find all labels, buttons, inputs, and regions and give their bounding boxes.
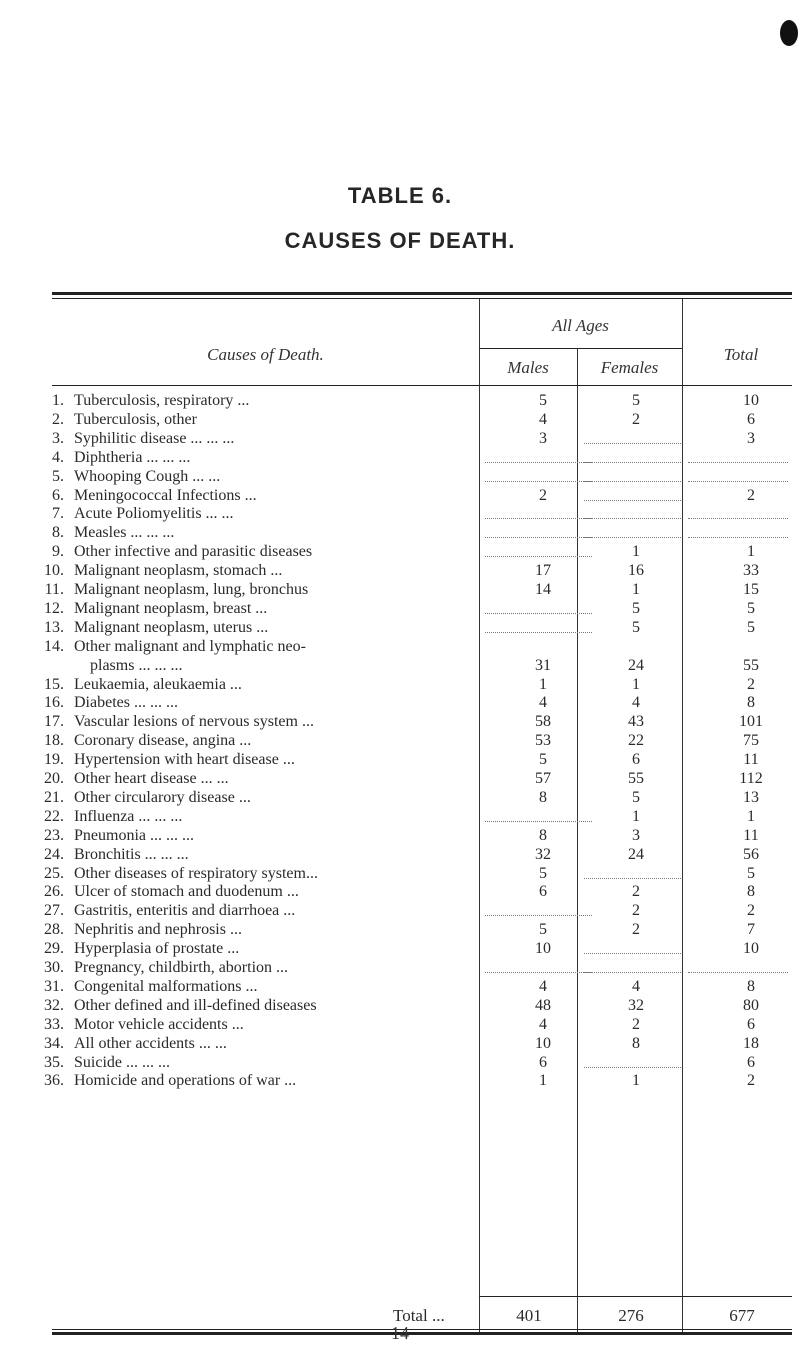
row-number: 19. (44, 751, 64, 769)
females-value: 4 (632, 977, 640, 995)
table-row (0, 1016, 800, 1035)
table-row (0, 827, 800, 846)
row-number: 22. (44, 807, 64, 825)
table-row (0, 657, 800, 676)
cause-label: Other defined and ill-defined diseases (74, 996, 317, 1014)
cause-label: Malignant neoplasm, stomach ... (74, 562, 283, 580)
total-value: 55 (743, 656, 759, 674)
males-value: 53 (535, 732, 551, 750)
cause-label: Whooping Cough ... ... (74, 467, 221, 485)
row-number: 26. (44, 883, 64, 901)
females-value: 32 (628, 996, 644, 1014)
cause-label: Vascular lesions of nervous system ... (74, 713, 314, 731)
total-value: 8 (747, 694, 755, 712)
table-row (0, 392, 800, 411)
cause-label: Other malignant and lymphatic neo- (74, 637, 306, 655)
row-number: 24. (44, 845, 64, 863)
males-value: 6 (539, 1053, 547, 1071)
total-females: 276 (618, 1306, 644, 1325)
cause-label: Syphilitic disease ... ... ... (74, 429, 235, 447)
total-value: 5 (747, 599, 755, 617)
total-value: 13 (743, 788, 759, 806)
top-rule-thin (52, 298, 792, 299)
table-row (0, 1072, 800, 1091)
row-number: 12. (44, 599, 64, 617)
total-value: 1 (747, 543, 755, 561)
males-value: 57 (535, 770, 551, 787)
total-males: 401 (516, 1306, 542, 1325)
males-empty-leader (485, 915, 592, 916)
females-value: 22 (628, 732, 644, 750)
row-number: 7. (52, 505, 64, 523)
cause-label: Bronchitis ... ... ... (74, 845, 189, 863)
row-number: 5. (52, 467, 64, 485)
table-row (0, 789, 800, 808)
total-value: 7 (747, 921, 755, 939)
row-number: 33. (44, 1015, 64, 1033)
females-empty-leader (584, 972, 681, 973)
females-empty-leader (584, 481, 681, 482)
header-causes: Causes of Death. (207, 345, 324, 364)
cause-label: Homicide and operations of war ... (74, 1072, 297, 1090)
males-value: 4 (539, 1015, 547, 1033)
table-row (0, 751, 800, 770)
total-value: 18 (743, 1034, 759, 1052)
cause-label: plasms ... ... ... (74, 656, 183, 674)
total-empty-leader (688, 972, 788, 973)
row-number: 30. (44, 959, 64, 976)
total-value: 2 (747, 675, 755, 693)
females-value: 1 (632, 1072, 640, 1090)
table-row (0, 865, 800, 884)
table-row (0, 940, 800, 959)
cause-label: All other accidents ... ... (74, 1034, 227, 1052)
cause-label: Malignant neoplasm, lung, bronchus (74, 581, 309, 598)
table-subtitle: CAUSES OF DEATH. (284, 228, 516, 253)
females-empty-leader (584, 462, 681, 463)
females-value: 4 (632, 694, 640, 712)
table-row (0, 883, 800, 902)
row-number: 31. (44, 977, 64, 995)
males-value: 1 (539, 675, 547, 693)
females-value: 2 (632, 883, 640, 901)
females-value: 1 (632, 675, 640, 693)
row-number: 23. (44, 826, 64, 844)
page-corner-mark (780, 20, 798, 46)
total-value: 10 (743, 392, 759, 409)
total-value: 6 (747, 1053, 755, 1071)
table-row (0, 468, 800, 487)
females-value: 24 (628, 656, 644, 674)
table-row (0, 1035, 800, 1054)
cause-label: Tuberculosis, other (74, 410, 197, 428)
females-value: 5 (632, 392, 640, 409)
total-value: 15 (743, 581, 759, 598)
row-number: 35. (44, 1053, 64, 1071)
header-all-ages: All Ages (552, 316, 609, 335)
table-row (0, 959, 800, 978)
table-row (0, 902, 800, 921)
females-empty-leader (584, 878, 681, 879)
females-empty-leader (584, 537, 681, 538)
total-empty-leader (688, 462, 788, 463)
males-value: 2 (539, 486, 547, 504)
females-value: 24 (628, 845, 644, 863)
males-value: 5 (539, 921, 547, 939)
cause-label: Influenza ... ... ... (74, 807, 183, 825)
row-number: 21. (44, 788, 64, 806)
row-number: 9. (52, 543, 64, 561)
total-value: 5 (747, 864, 755, 882)
cause-label: Hypertension with heart disease ... (74, 751, 295, 769)
total-value: 6 (747, 410, 755, 428)
total-value: 5 (747, 618, 755, 636)
cause-label: Measles ... ... ... (74, 524, 175, 542)
males-empty-leader (485, 556, 592, 557)
row-number: 32. (44, 996, 64, 1014)
females-value: 8 (632, 1034, 640, 1052)
row-number: 25. (44, 864, 64, 882)
males-value: 48 (535, 996, 551, 1014)
header-total: Total (723, 345, 759, 364)
page-number: 14 (391, 1323, 409, 1343)
row-number: 16. (44, 694, 64, 712)
males-empty-leader (485, 518, 592, 519)
males-empty-leader (485, 632, 592, 633)
males-value: 4 (539, 410, 547, 428)
row-number: 11. (44, 581, 64, 598)
total-value: 1 (747, 807, 755, 825)
males-value: 5 (539, 751, 547, 769)
table-number-title: TABLE 6. (347, 183, 453, 208)
males-empty-leader (485, 821, 592, 822)
row-number: 8. (52, 524, 64, 542)
females-value: 5 (632, 599, 640, 617)
row-number: 27. (44, 902, 64, 920)
total-value: 6 (747, 1015, 755, 1033)
table-row (0, 846, 800, 865)
females-value: 16 (628, 562, 644, 580)
females-value: 2 (632, 921, 640, 939)
cause-label: Meningococcal Infections ... (74, 486, 257, 504)
total-value: 2 (747, 1072, 755, 1090)
table-row (0, 770, 800, 789)
males-value: 58 (535, 713, 551, 731)
cause-label: Tuberculosis, respiratory ... (74, 392, 250, 409)
table-row (0, 562, 800, 581)
males-empty-leader (485, 481, 592, 482)
total-value: 11 (743, 826, 759, 844)
total-value: 8 (747, 883, 755, 901)
table-row (0, 581, 800, 600)
table-row (0, 543, 800, 562)
row-number: 29. (44, 940, 64, 958)
cause-label: Other heart disease ... ... (74, 770, 229, 787)
males-value: 32 (535, 845, 551, 863)
table-row (0, 524, 800, 543)
table-row (0, 638, 800, 657)
males-empty-leader (485, 537, 592, 538)
females-value: 55 (628, 770, 644, 787)
header-males: Males (507, 358, 549, 377)
cause-label: Congenital malformations ... (74, 977, 258, 995)
females-empty-leader (584, 500, 681, 501)
females-value: 1 (632, 581, 640, 598)
total-value: 2 (747, 902, 755, 920)
females-value: 5 (632, 618, 640, 636)
cause-label: Pregnancy, childbirth, abortion ... (74, 959, 289, 976)
totals-rule (479, 1296, 792, 1297)
table-row (0, 921, 800, 940)
cause-label: Other circularory disease ... (74, 788, 251, 806)
males-value: 4 (539, 977, 547, 995)
males-value: 8 (539, 826, 547, 844)
females-value: 1 (632, 807, 640, 825)
table-row (0, 808, 800, 827)
total-empty-leader (688, 481, 788, 482)
total-value: 101 (739, 713, 763, 731)
table-row (0, 600, 800, 619)
males-empty-leader (485, 462, 592, 463)
males-value: 4 (539, 694, 547, 712)
cause-label: Coronary disease, angina ... (74, 732, 252, 750)
total-value: 75 (743, 732, 759, 750)
cause-label: Suicide ... ... ... (74, 1053, 170, 1071)
cause-label: Other diseases of respiratory system... (74, 864, 318, 882)
row-number: 4. (52, 448, 64, 466)
total-value: 11 (743, 751, 759, 769)
females-empty-leader (584, 953, 681, 954)
females-value: 3 (632, 826, 640, 844)
cause-label: Other infective and parasitic diseases (74, 543, 313, 561)
females-value: 2 (632, 902, 640, 920)
table-row (0, 619, 800, 638)
row-number: 20. (44, 770, 64, 787)
row-number: 18. (44, 732, 64, 750)
total-value: 33 (743, 562, 759, 580)
females-value: 6 (632, 751, 640, 769)
total-value: 80 (743, 996, 759, 1014)
cause-label: Ulcer of stomach and duodenum ... (74, 883, 299, 901)
table-row (0, 676, 800, 695)
males-value: 8 (539, 788, 547, 806)
table-row (0, 449, 800, 468)
males-value: 10 (535, 1034, 551, 1052)
females-value: 2 (632, 410, 640, 428)
cause-label: Hyperplasia of prostate ... (74, 940, 240, 958)
row-number: 34. (44, 1034, 64, 1052)
total-empty-leader (688, 518, 788, 519)
males-empty-leader (485, 613, 592, 614)
total-label: Total ... (393, 1306, 445, 1325)
table-row (0, 997, 800, 1016)
row-number: 36. (44, 1072, 64, 1090)
header-sub-rule (479, 348, 682, 349)
row-number: 28. (44, 921, 64, 939)
row-number: 2. (52, 410, 64, 428)
cause-label: Malignant neoplasm, uterus ... (74, 618, 269, 636)
total-value: 56 (743, 845, 759, 863)
total-value: 8 (747, 977, 755, 995)
cause-label: Diabetes ... ... ... (74, 694, 178, 712)
header-bottom-rule (52, 385, 792, 386)
table-row (0, 505, 800, 524)
row-number: 17. (44, 713, 64, 731)
table-row (0, 694, 800, 713)
males-value: 6 (539, 883, 547, 901)
males-value: 5 (539, 864, 547, 882)
males-value: 14 (535, 581, 551, 598)
row-number: 14. (44, 637, 64, 655)
total-value: 2 (747, 486, 755, 504)
table-row (0, 487, 800, 506)
females-empty-leader (584, 443, 681, 444)
table-row (0, 978, 800, 997)
table-row (0, 713, 800, 732)
table-row (0, 1054, 800, 1073)
row-number: 10. (44, 562, 64, 580)
males-value: 31 (535, 656, 551, 674)
females-value: 43 (628, 713, 644, 731)
row-number: 6. (52, 486, 64, 504)
females-empty-leader (584, 1067, 681, 1068)
table-row (0, 411, 800, 430)
top-rule (52, 292, 792, 295)
females-value: 5 (632, 788, 640, 806)
cause-label: Motor vehicle accidents ... (74, 1015, 244, 1033)
row-number: 1. (52, 392, 64, 409)
cause-label: Nephritis and nephrosis ... (74, 921, 242, 939)
males-value: 17 (535, 562, 551, 580)
total-all: 677 (729, 1306, 755, 1325)
males-value: 5 (539, 392, 547, 409)
cause-label: Acute Poliomyelitis ... ... (74, 505, 234, 523)
males-empty-leader (485, 972, 592, 973)
row-number: 15. (44, 675, 64, 693)
cause-label: Gastritis, enteritis and diarrhoea ... (74, 902, 296, 920)
cause-label: Leukaemia, aleukaemia ... (74, 675, 242, 693)
cause-label: Malignant neoplasm, breast ... (74, 599, 268, 617)
total-value: 112 (739, 770, 763, 787)
total-value: 3 (747, 429, 755, 447)
row-number: 13. (44, 618, 64, 636)
header-females: Females (600, 358, 659, 377)
table-row (0, 430, 800, 449)
females-value: 1 (632, 543, 640, 561)
males-value: 1 (539, 1072, 547, 1090)
females-value: 2 (632, 1015, 640, 1033)
males-value: 3 (539, 429, 547, 447)
males-value: 10 (535, 940, 551, 958)
row-number: 3. (52, 429, 64, 447)
cause-label: Pneumonia ... ... ... (74, 826, 194, 844)
females-empty-leader (584, 518, 681, 519)
table-row (0, 732, 800, 751)
total-value: 10 (743, 940, 759, 958)
cause-label: Diphtheria ... ... ... (74, 448, 191, 466)
total-empty-leader (688, 537, 788, 538)
